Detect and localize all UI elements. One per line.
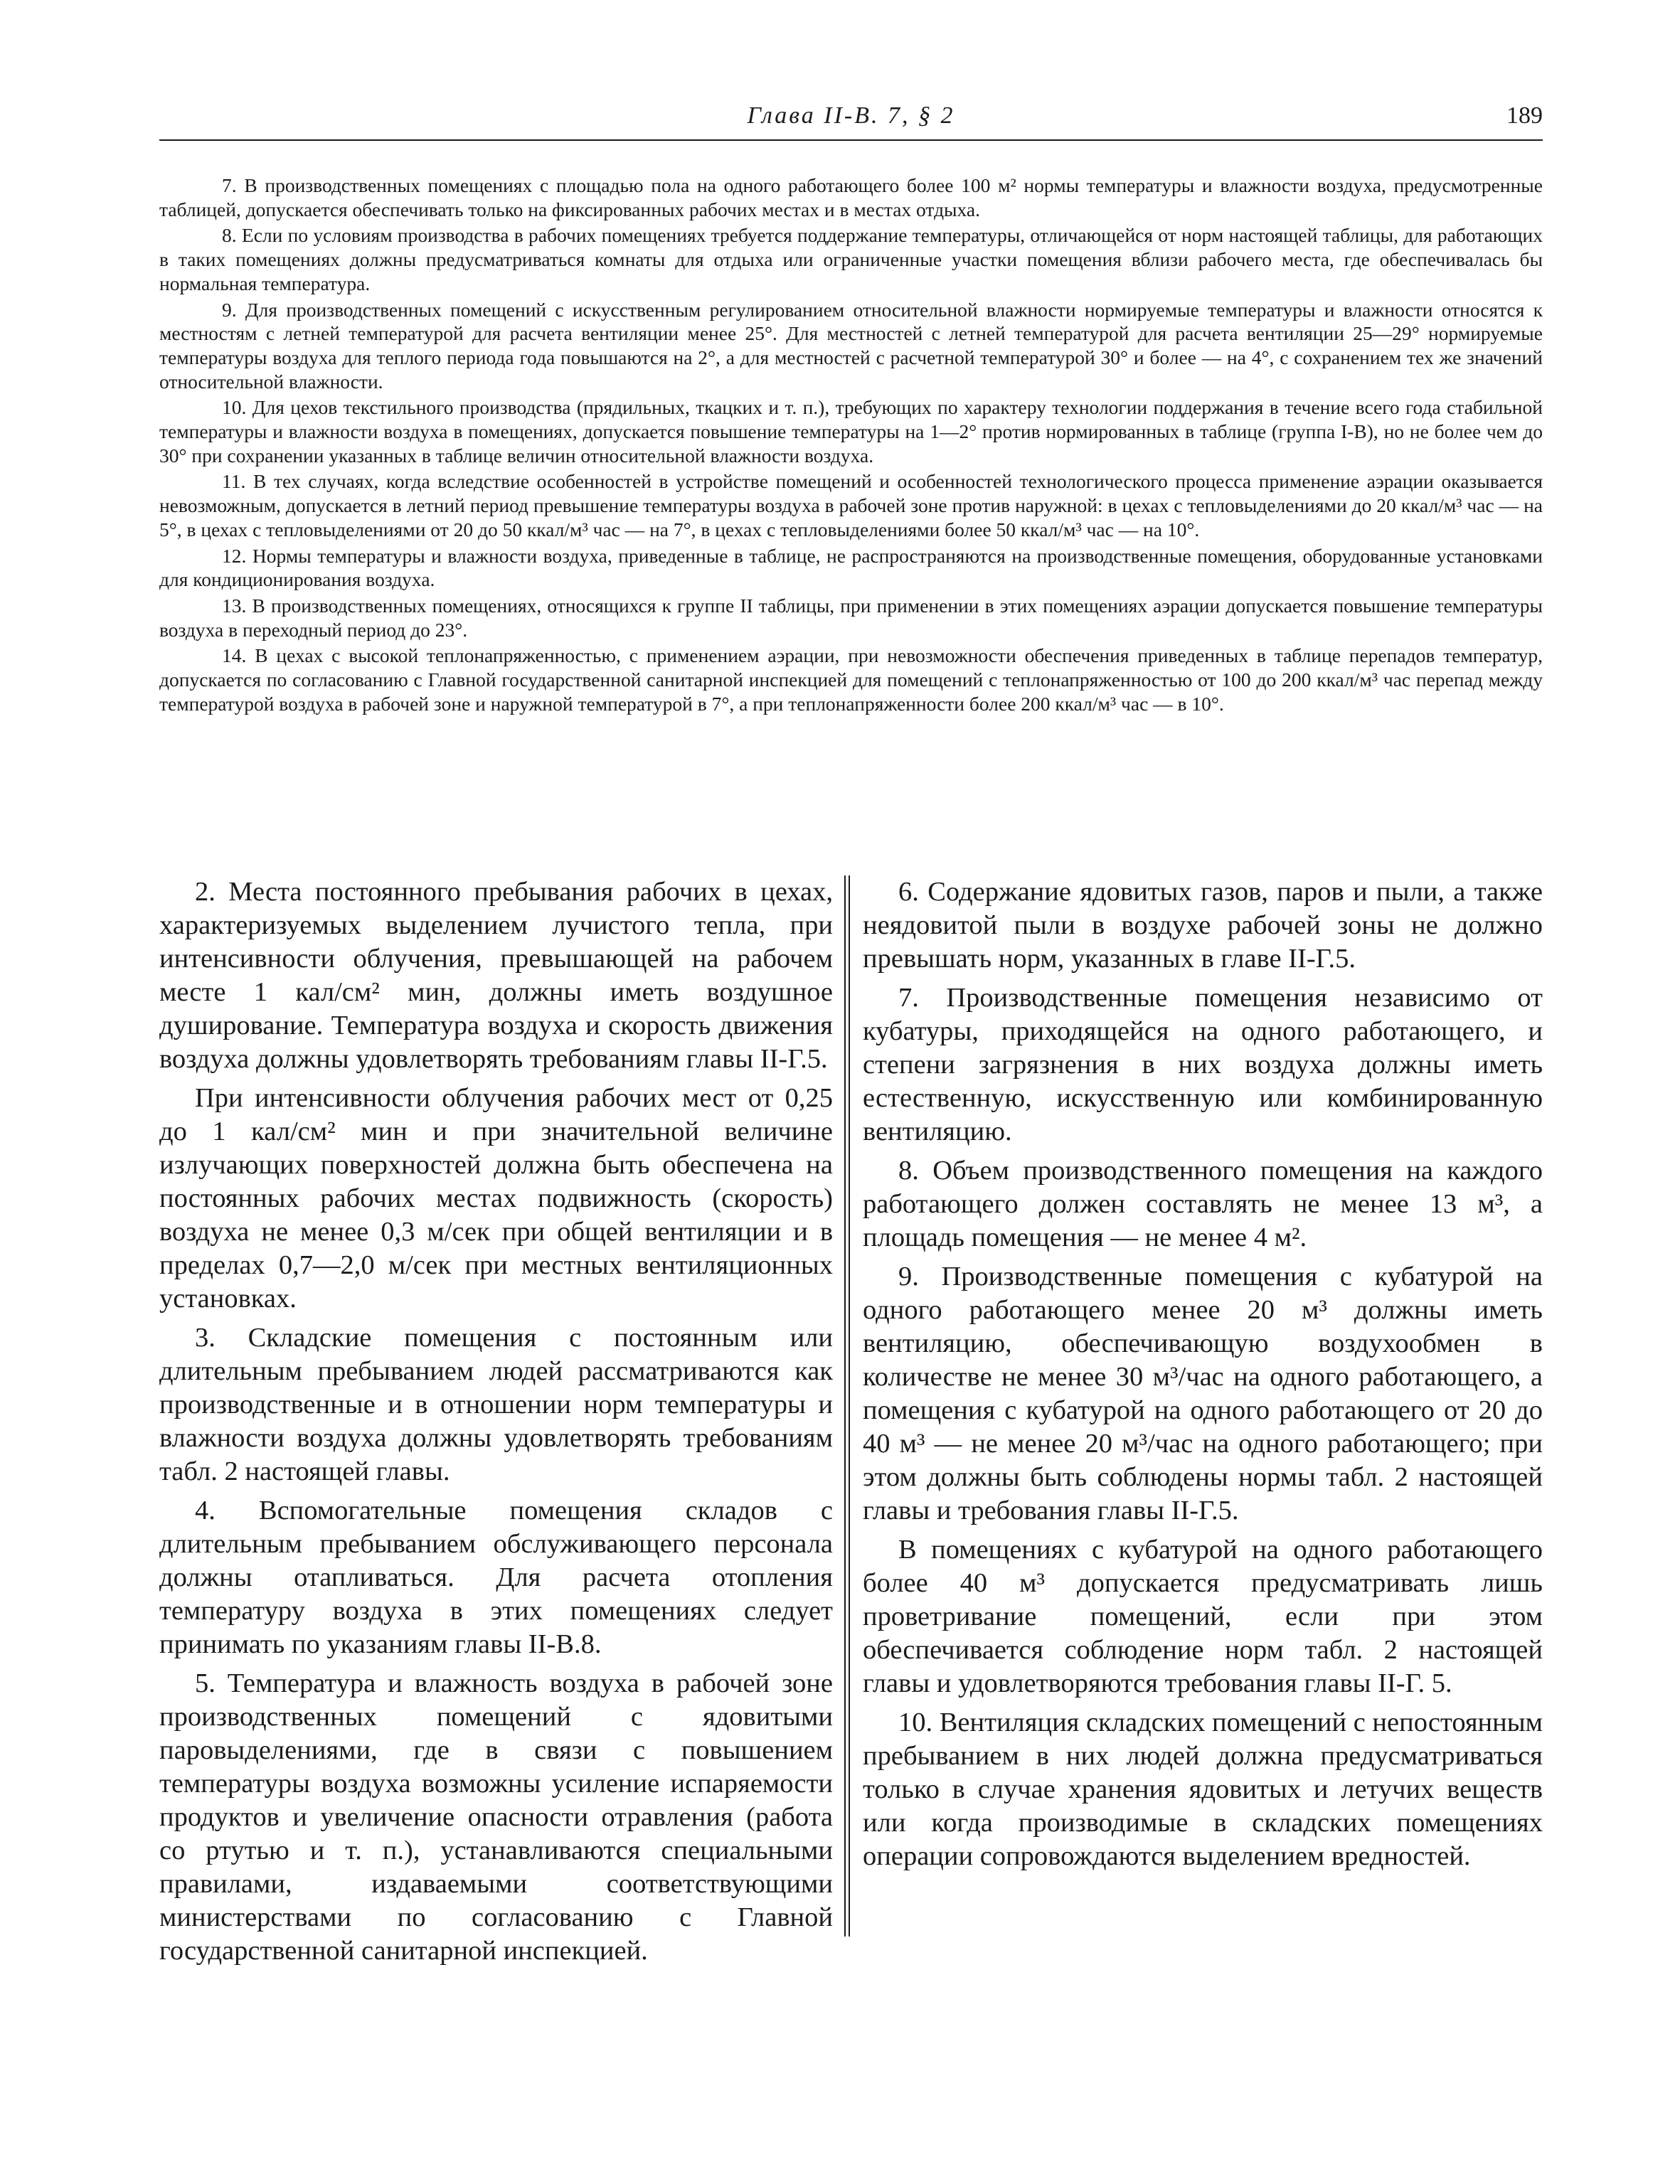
body-paragraph: 2. Места постоянного пребывания рабочих в цехах, характеризуемых выделением лучистого тепла, при интенсивности облучения, превышающей на рабочем месте 1 кал/см² мин, должны иметь воздушное душирование. Температура воздуха и скорость движения воздуха должны удовлетворять требованиям главы II-Г.5. bbox=[159, 877, 833, 1074]
page-number: 189 bbox=[1506, 102, 1543, 129]
header-rule bbox=[159, 139, 1543, 141]
body-paragraph: 5. Температура и влажность воздуха в рабочей зоне производственных помещений с ядовитыми паровыделениями, где в связи с повышением температуры воздуха возможны усиление испаряемости продуктов и увеличение опасности отравления (работа со ртутью и т. п.), устанавливаются специальными правилами, издаваемыми соответствующими министерствами по согласованию с Главной государственной санитарной инспекцией. bbox=[159, 1668, 833, 1966]
note-paragraph: 13. В производственных помещениях, относящихся к группе II таблицы, при применении в этих помещениях аэрации допускается повышение температуры воздуха в переходный период до 23°. bbox=[159, 594, 1543, 641]
note-paragraph: 8. Если по условиям производства в рабочих помещениях требуется поддержание температуры, отличающейся от норм настоящей таблицы, для работающих в таких помещениях должны предусматриваться комнаты для отдыха или ограниченные участки помещения вблизи рабочего места, где обеспечивалась бы нормальная температура. bbox=[159, 224, 1543, 294]
note-paragraph: 7. В производственных помещениях с площадью пола на одного работающего более 100 м² нормы температуры и влажности воздуха, предусмотренные таблицей, допускается обеспечивать только на фиксированных рабочих местах и в местах отдыха. bbox=[159, 174, 1543, 220]
body-paragraph: 4. Вспомогательные помещения складов с длительным пребыванием обслуживающего персонала должны отапливаться. Для расчета отопления температуру воздуха в этих помещениях следует принимать по указаниям главы II-В.8. bbox=[159, 1496, 833, 1659]
note-paragraph: 12. Нормы температуры и влажности воздуха, приведенные в таблице, не распространяются на производственные помещения, оборудованные установками для кондиционирования воздуха. bbox=[159, 544, 1543, 591]
note-paragraph: 9. Для производственных помещений с искусственным регулированием относительной влажности нормируемые температуры и влажности относятся к местностям с летней температурой для расчета вентиляции менее 25°. Для местностей с летней температурой для расчета вентиляции 25—29° нормируемые температуры воздуха для теплого периода года повышаются на 2°, а для местностей с расчетной температурой 30° и более — на 4°, с сохранением тех же значений относительной влажности. bbox=[159, 298, 1543, 393]
body-paragraph: В помещениях с кубатурой на одного работающего более 40 м³ допускается предусматривать лишь проветривание помещений, если при этом обеспечивается соблюдение норм табл. 2 настоящей главы и удовлетворяются требования главы II-Г. 5. bbox=[863, 1535, 1543, 1698]
body-paragraph: 8. Объем производственного помещения на каждого работающего должен составлять не менее 13 м³, а площадь помещения — не менее 4 м². bbox=[863, 1156, 1543, 1252]
body-paragraph: 9. Производственные помещения с кубатурой на одного работающего менее 20 м³ должны иметь вентиляцию, обеспечивающую воздухообмен в количестве не менее 30 м³/час на одного работающего, а помещения с кубатурой на одного работающего от 20 до 40 м³ — не менее 20 м³/час на одного работающего; при этом должны быть соблюдены нормы табл. 2 настоящей главы и требования главы II-Г.5. bbox=[863, 1262, 1543, 1525]
body-paragraph: При интенсивности облучения рабочих мест от 0,25 до 1 кал/см² мин и при значительной величине излучающих поверхностей должна быть обеспечена на постоянных рабочих местах подвижность (скорость) воздуха не менее 0,3 м/сек при общей вентиляции и в пределах 0,7—2,0 м/сек при местных вентиляционных установках. bbox=[159, 1083, 833, 1314]
note-paragraph: 14. В цехах с высокой теплонапряженностью, с применением аэрации, при невозможности обеспечения приведенных в таблице перепадов температур, допускается по согласованию с Главной государственной санитарной инспекцией для помещений с теплонапряженностью от 100 до 200 ккал/м³ час перепад между температурой воздуха в рабочей зоне и наружной температурой в 7°, а при теплонапряженности более 200 ккал/м³ час — в 10°. bbox=[159, 644, 1543, 715]
note-paragraph: 11. В тех случаях, когда вследствие особенностей в устройстве помещений и особенностей технологического процесса применение аэрации оказывается невозможным, допускается в летний период превышение температуры воздуха в рабочей зоне против наружной: в цехах с тепловыделениями до 20 ккал/м³ час — на 5°, в цехах с тепловыделениями от 20 до 50 ккал/м³ час — на 7°, в цехах с тепловыделениями более 50 ккал/м³ час — на 10°. bbox=[159, 470, 1543, 540]
note-paragraph: 10. Для цехов текстильного производства (прядильных, ткацких и т. п.), требующих по характеру технологии поддержания в течение всего года стабильной температуры и влажности воздуха в помещениях, допускается повышение температуры на 1—2° против нормированных в таблице (группа I-В), но не более чем до 30° при сохранении указанных в таблице величин относительной влажности воздуха. bbox=[159, 396, 1543, 467]
table-notes bbox=[159, 174, 1543, 718]
body-paragraph: 7. Производственные помещения независимо от кубатуры, приходящейся на одного работающего, и степени загрязнения в них воздуха должны иметь естественную, искусственную или комбинированную вентиляцию. bbox=[863, 983, 1543, 1146]
running-header bbox=[159, 102, 1543, 137]
body-paragraph: 3. Складские помещения с постоянным или длительным пребыванием людей рассматриваются как производственные и в отношении норм температуры и влажности воздуха должны удовлетворять требованиям табл. 2 настоящей главы. bbox=[159, 1323, 833, 1486]
right-column bbox=[863, 875, 1543, 1879]
column-divider bbox=[844, 875, 850, 1937]
chapter-title: Глава II-В. 7, § 2 bbox=[747, 102, 955, 129]
body-paragraph: 10. Вентиляция складских помещений с непостоянным пребыванием в них людей должна предусматриваться только в случае хранения ядовитых и летучих веществ или когда производимые в складских помещениях операции сопровождаются выделением вредностей. bbox=[863, 1708, 1543, 1871]
body-paragraph: 6. Содержание ядовитых газов, паров и пыли, а также неядовитой пыли в воздухе рабочей зоны не должно превышать норм, указанных в главе II-Г.5. bbox=[863, 877, 1543, 974]
left-column bbox=[159, 875, 833, 1973]
